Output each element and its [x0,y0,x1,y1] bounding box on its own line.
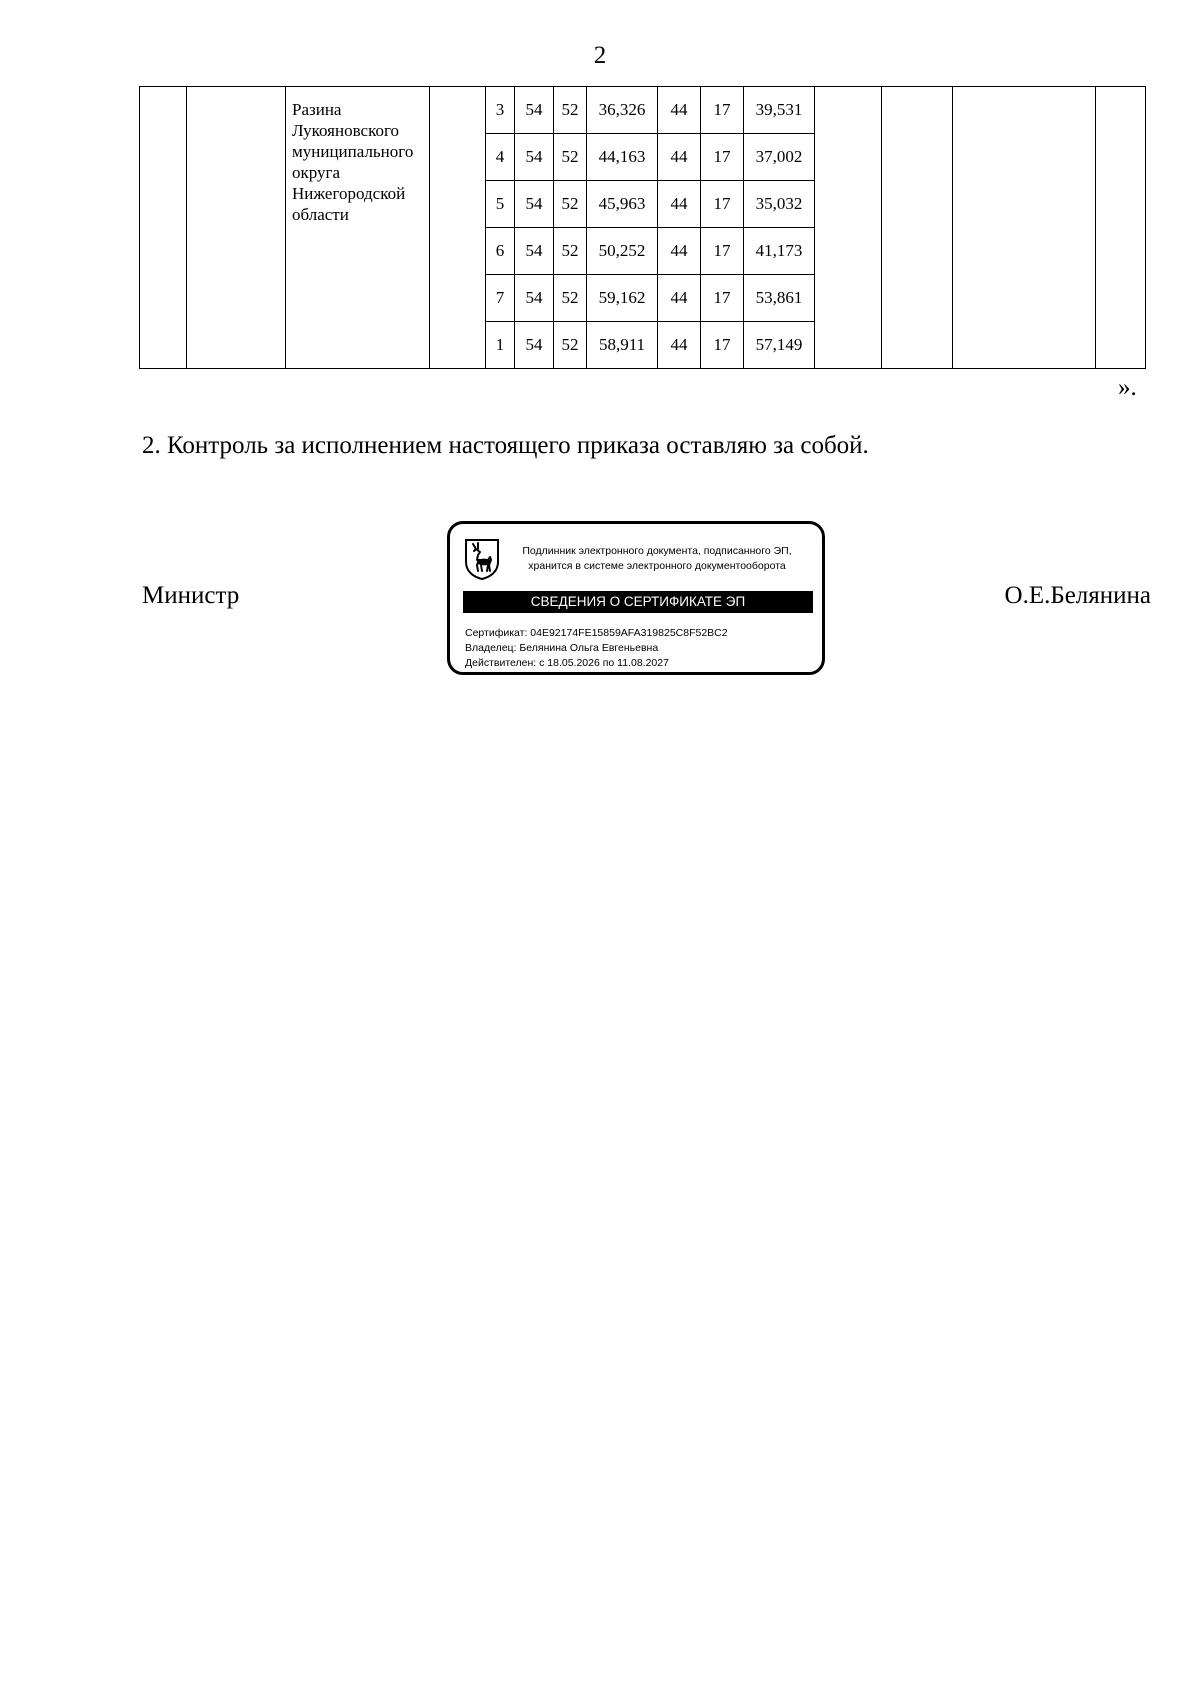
table-cell: 54 [515,181,554,228]
table-cell: 52 [554,134,587,181]
table-cell: 1 [486,322,515,369]
table-cell: 41,173 [744,228,815,275]
table-cell: 52 [554,275,587,322]
table-body [140,87,1146,369]
table-cell: 58,911 [587,322,658,369]
table-cell: 44 [658,275,701,322]
blank-cell-15 [1096,87,1146,369]
table-cell: 44,163 [587,134,658,181]
table-cell: 54 [515,275,554,322]
table-cell: 5 [486,181,515,228]
certificate-validity: Действителен: с 18.05.2026 по 11.08.2027 [465,657,669,669]
table-cell: 52 [554,87,587,134]
blank-cell-12 [815,87,882,369]
blank-cell-13 [882,87,953,369]
table-cell: 44 [658,322,701,369]
table-cell: 44 [658,87,701,134]
closing-quote: ». [1118,374,1137,401]
table-cell: 6 [486,228,515,275]
table-cell: 35,032 [744,181,815,228]
stamp-header: СВЕДЕНИЯ О СЕРТИФИКАТЕ ЭП [463,591,813,613]
table-cell: 36,326 [587,87,658,134]
table-cell: 4 [486,134,515,181]
table-cell: 50,252 [587,228,658,275]
table-cell: 3 [486,87,515,134]
signer-name: О.Е.Белянина [1004,582,1151,609]
table-cell: 44 [658,228,701,275]
table-cell: 54 [515,87,554,134]
table-row [140,87,1146,134]
signer-position: Министр [142,582,240,609]
table-cell: 52 [554,228,587,275]
table-cell: 59,162 [587,275,658,322]
table-cell: 17 [701,322,744,369]
description-cell: Разина Лукояновского муниципального округа Нижегородской области [286,87,430,369]
certificate-number: Сертификат: 04E92174FE15859AFA319825C8F52BC2 [465,627,728,639]
page-number: 2 [593,42,607,69]
table-cell: 17 [701,228,744,275]
certificate-owner: Владелец: Белянина Ольга Евгеньевна [465,642,659,654]
table-cell: 7 [486,275,515,322]
blank-cell-4 [430,87,486,369]
paragraph-control-clause: 2. Контроль за исполнением настоящего приказа оставляю за собой. [142,432,869,459]
stamp-note: Подлинник электронного документа, подписанного ЭП, хранится в системе электронного документооборота [522,545,792,572]
electronic-signature-stamp [447,521,825,675]
table-cell: 44 [658,181,701,228]
blank-cell-14 [953,87,1096,369]
data-table [139,86,1146,369]
stamp-details [465,626,728,671]
table-cell: 37,002 [744,134,815,181]
table-cell: 52 [554,181,587,228]
coat-of-arms-deer-icon [464,538,500,580]
blank-cell-1 [140,87,187,369]
table-cell: 54 [515,134,554,181]
table-cell: 17 [701,134,744,181]
table-cell: 45,963 [587,181,658,228]
table-cell: 54 [515,322,554,369]
table-cell: 52 [554,322,587,369]
table-cell: 57,149 [744,322,815,369]
table-cell: 44 [658,134,701,181]
table-cell: 17 [701,181,744,228]
blank-cell-2 [187,87,286,369]
table-cell: 39,531 [744,87,815,134]
table-cell: 54 [515,228,554,275]
table-cell: 17 [701,275,744,322]
table-cell: 53,861 [744,275,815,322]
table-cell: 17 [701,87,744,134]
